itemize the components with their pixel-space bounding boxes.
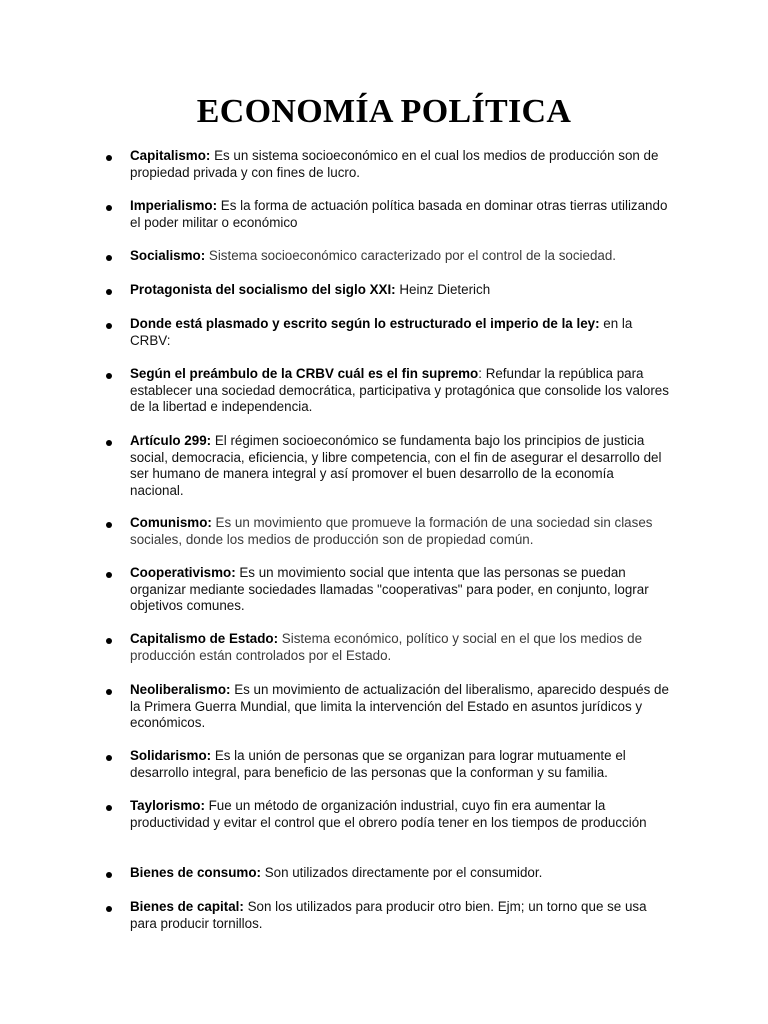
item-text [130, 682, 670, 732]
item-definition: en la CRBV: [130, 316, 633, 348]
bullet-icon [106, 755, 112, 761]
bullet-icon [106, 572, 112, 578]
bullet-icon [106, 155, 112, 161]
item-definition: : Refundar la república para establecer una sociedad democrática, participativa y protagónica que consolide los valores de la libertad e independencia. [130, 366, 669, 415]
item-definition: Heinz Dieterich [395, 282, 491, 297]
item-text [130, 748, 670, 781]
item-term: Capitalismo: [130, 148, 211, 163]
item-term: Protagonista del socialismo del siglo XXI: [130, 282, 396, 297]
item-text [130, 316, 670, 349]
item-text [130, 515, 670, 548]
bullet-icon [106, 805, 112, 811]
item-term: Bienes de capital: [130, 899, 244, 914]
item-term: Neoliberalismo: [130, 682, 231, 697]
item-definition: Es un movimiento que promueve la formación de una sociedad sin clases sociales, donde los medios de producción son de propiedad común. [130, 515, 653, 547]
bullet-icon [106, 373, 112, 379]
bullet-icon [106, 205, 112, 211]
item-definition: Es la forma de actuación política basada en dominar otras tierras utilizando el poder militar o económico [130, 198, 668, 230]
bullet-icon [106, 323, 112, 329]
item-definition: Es un movimiento de actualización del liberalismo, aparecido después de la Primera Guerra Mundial, que limita la intervención del Estado en asuntos jurídicos y económicos. [130, 682, 669, 731]
item-text [130, 865, 670, 882]
item-definition: Son los utilizados para producir otro bien. Ejm; un torno que se usa para producir tornillos. [130, 899, 647, 931]
item-term: Donde está plasmado y escrito según lo estructurado el imperio de la ley: [130, 316, 600, 331]
item-definition: Es la unión de personas que se organizan para lograr mutuamente el desarrollo integral, para beneficio de las personas que la conforman y su familia. [130, 748, 626, 780]
item-definition: Fue un método de organización industrial, cuyo fin era aumentar la productividad y evitar el control que el obrero podía tener en los tiempos de producción [130, 798, 647, 830]
item-text [130, 282, 670, 299]
item-text [130, 198, 670, 231]
bullet-icon [106, 638, 112, 644]
item-definition: El régimen socioeconómico se fundamenta bajo los principios de justicia social, democracia, eficiencia, y libre competencia, con el fin de asegurar el desarrollo del ser humano de manera integral y así promover el buen desarrollo de la economía nacional. [130, 433, 662, 498]
bullet-icon [106, 906, 112, 912]
item-definition: Son utilizados directamente por el consumidor. [260, 865, 543, 880]
bullet-icon [106, 255, 112, 261]
item-definition: Sistema socioeconómico caracterizado por el control de la sociedad. [205, 248, 617, 263]
item-definition: Sistema económico, político y social en el que los medios de producción están controlados por el Estado. [130, 631, 643, 663]
item-definition: Es un sistema socioeconómico en el cual los medios de producción son de propiedad privada y con fines de lucro. [130, 148, 659, 180]
item-definition: Es un movimiento social que intenta que las personas se puedan organizar mediante sociedades llamadas "cooperativas" para poder, en conjunto, lograr objetivos comunes. [130, 565, 649, 614]
item-term: Bienes de consumo: [130, 865, 261, 880]
bullet-icon [106, 522, 112, 528]
item-text [130, 433, 670, 499]
page-title: ECONOMÍA POLÍTICA [196, 93, 572, 130]
item-text [130, 366, 670, 416]
item-text [130, 248, 670, 265]
item-term: Capitalismo de Estado: [130, 631, 279, 646]
item-text [130, 899, 670, 932]
item-text [130, 631, 670, 664]
bullet-icon [106, 289, 112, 295]
item-term: Imperialismo: [130, 198, 218, 213]
item-term: Según el preámbulo de la CRBV cuál es el fin supremo [130, 366, 479, 381]
item-text [130, 798, 670, 831]
item-term: Taylorismo: [130, 798, 205, 813]
item-term: Artículo 299: [130, 433, 212, 448]
item-term: Solidarismo: [130, 748, 212, 763]
bullet-icon [106, 440, 112, 446]
bullet-icon [106, 689, 112, 695]
bullet-icon [106, 872, 112, 878]
item-term: Comunismo: [130, 515, 212, 530]
item-term: Socialismo: [130, 248, 206, 263]
item-term: Cooperativismo: [130, 565, 236, 580]
item-text [130, 148, 670, 181]
item-text [130, 565, 670, 615]
